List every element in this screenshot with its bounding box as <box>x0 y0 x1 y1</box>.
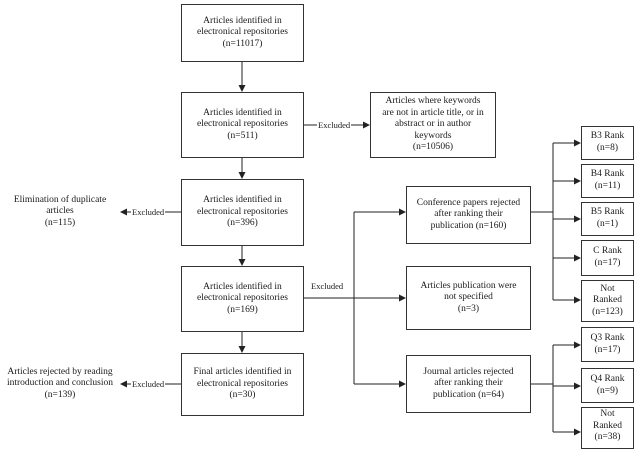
box-final-30: Final articles identified in electronical repositories (n=30) <box>181 353 304 416</box>
box-rank-not-ranked-journal: Not Ranked (n=38) <box>581 407 634 449</box>
box-journal-rejected: Journal articles rejected after ranking their publication (n=64) <box>406 355 531 413</box>
box-rank-not-ranked-conference: Not Ranked (n=123) <box>581 280 634 322</box>
box-identified-396: Articles identified in electronical repositories (n=396) <box>181 179 304 246</box>
box-not-specified: Articles publication were not specified (n=3) <box>406 266 531 330</box>
box-rank-c: C Rank (n=17) <box>581 240 634 276</box>
box-identified-11017: Articles identified in electronical repositories (n=11017) <box>181 4 304 62</box>
box-rank-b3: B3 Rank (n=8) <box>581 126 634 160</box>
label-excluded-reading: Excluded <box>132 379 165 389</box>
text-duplicates: Elimination of duplicate articles (n=115) <box>13 194 107 228</box>
label-excluded-keywords: Excluded <box>318 120 351 130</box>
box-rank-b5: B5 Rank (n=1) <box>581 202 634 236</box>
label-excluded-duplicates: Excluded <box>132 207 165 217</box>
text-rejected-reading: Articles rejected by reading introduction and conclusion (n=139) <box>6 366 114 400</box>
label-excluded-box4: Excluded <box>311 281 344 291</box>
box-rank-q4: Q4 Rank (n=9) <box>581 368 634 403</box>
box-excluded-keywords: Articles where keywords are not in article title, or in abstract or in author keywords (n=10506) <box>370 92 496 158</box>
box-rank-q3: Q3 Rank (n=17) <box>581 327 634 362</box>
box-rank-b4: B4 Rank (n=11) <box>581 164 634 198</box>
box-identified-169: Articles identified in electronical repositories (n=169) <box>181 266 304 332</box>
box-identified-511: Articles identified in electronical repositories (n=511) <box>181 92 304 158</box>
box-conference-rejected: Conference papers rejected after ranking their publication (n=160) <box>406 186 531 244</box>
